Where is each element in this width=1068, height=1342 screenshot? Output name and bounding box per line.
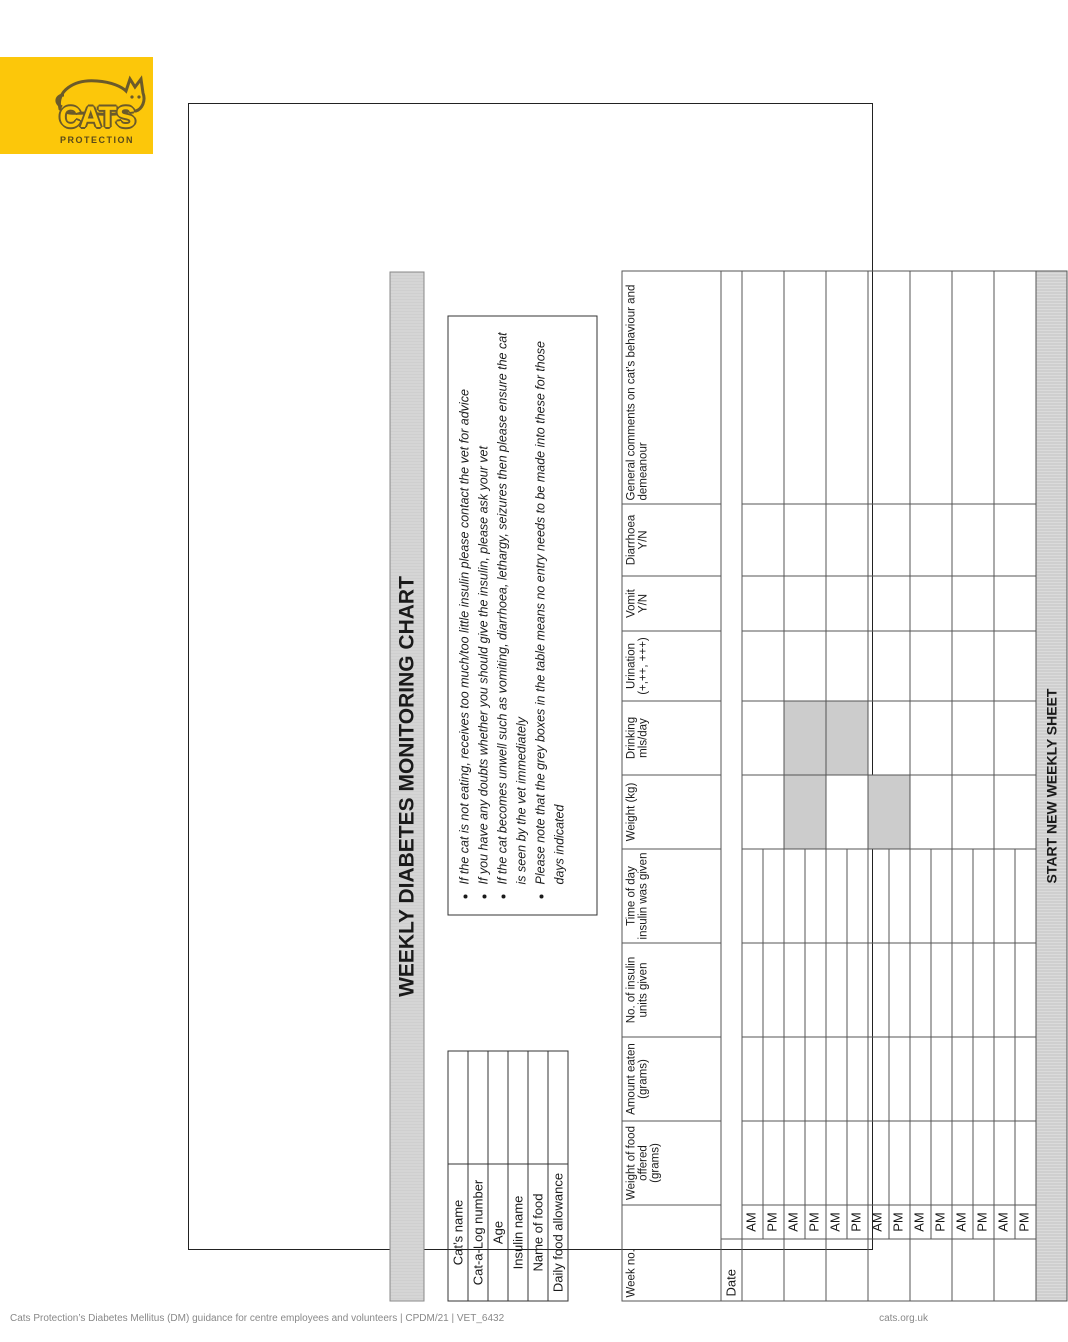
info-row: [548, 1051, 568, 1301]
header-vomit: Vomit Y/N: [622, 576, 721, 631]
entry-cell[interactable]: [973, 943, 994, 1037]
entry-cell[interactable]: [931, 1037, 952, 1121]
entry-cell[interactable]: [742, 701, 784, 775]
header-diarrhoea: Diarrhoea Y/N: [622, 504, 721, 576]
entry-cell[interactable]: [952, 576, 994, 631]
table-row: [910, 271, 931, 1301]
entry-cell[interactable]: [763, 943, 784, 1037]
entry-cell[interactable]: [910, 631, 952, 701]
entry-cell[interactable]: [910, 849, 931, 943]
header-amount-eaten: Amount eaten (grams): [622, 1037, 721, 1121]
entry-cell[interactable]: [910, 1037, 931, 1121]
entry-cell[interactable]: [910, 775, 952, 849]
info-value-field[interactable]: [508, 1051, 528, 1164]
note-item: • If the cat is not eating, receives too much/too little insulin please contact the vet for advice: [456, 325, 475, 885]
entry-cell[interactable]: [952, 1121, 973, 1205]
entry-cell[interactable]: [805, 849, 826, 943]
footer-document-reference: Cats Protection’s Diabetes Mellitus (DM) guidance for centre employees and volunteers | CPDM/21 | VET_6432: [10, 1313, 505, 1324]
entry-cell[interactable]: [868, 631, 910, 701]
pm-label: PM: [805, 1205, 826, 1239]
entry-cell[interactable]: [868, 849, 889, 943]
pm-label: PM: [847, 1205, 868, 1239]
entry-cell[interactable]: [868, 1037, 889, 1121]
info-row: [468, 1051, 488, 1301]
entry-cell[interactable]: [784, 1037, 805, 1121]
entry-cell[interactable]: [742, 1121, 763, 1205]
info-row: [448, 1051, 468, 1301]
pm-label: PM: [931, 1205, 952, 1239]
chart-title: WEEKLY DIABETES MONITORING CHART: [390, 272, 425, 1302]
info-value-field[interactable]: [488, 1051, 508, 1164]
entry-cell[interactable]: [763, 1121, 784, 1205]
info-value-field[interactable]: [548, 1051, 568, 1164]
date-row-spacer: [721, 271, 742, 1239]
entry-cell[interactable]: [826, 504, 868, 576]
entry-cell[interactable]: [868, 943, 889, 1037]
entry-cell[interactable]: [910, 504, 952, 576]
entry-cell[interactable]: [910, 271, 952, 504]
entry-cell[interactable]: [868, 1121, 889, 1205]
entry-cell[interactable]: [868, 271, 910, 504]
entry-cell[interactable]: [994, 271, 1036, 504]
header-row: [622, 271, 721, 1301]
entry-cell[interactable]: [952, 631, 994, 701]
date-cell[interactable]: [784, 1239, 826, 1301]
entry-cell[interactable]: [742, 504, 784, 576]
note-item: • If you have any doubts whether you should give the insulin, please ask your vet: [475, 325, 494, 885]
am-label: AM: [826, 1205, 847, 1239]
entry-cell[interactable]: [826, 1121, 847, 1205]
header-week-no: Week no.: [622, 1205, 721, 1301]
date-cell[interactable]: [910, 1239, 952, 1301]
table-row: [952, 271, 973, 1301]
entry-cell[interactable]: [973, 1037, 994, 1121]
entry-cell[interactable]: [805, 943, 826, 1037]
entry-cell[interactable]: [742, 271, 784, 504]
start-new-weekly-sheet: START NEW WEEKLY SHEET: [1036, 271, 1067, 1301]
date-row: [721, 271, 742, 1301]
entry-cell[interactable]: [952, 504, 994, 576]
date-cell[interactable]: [826, 1239, 868, 1301]
info-row: [528, 1051, 548, 1301]
info-row: [508, 1051, 528, 1301]
entry-cell[interactable]: [847, 943, 868, 1037]
info-label: Name of food: [528, 1164, 548, 1301]
entry-cell[interactable]: [742, 775, 784, 849]
entry-cell[interactable]: [826, 775, 868, 849]
grey-cell: [784, 775, 826, 849]
entry-cell[interactable]: [994, 631, 1036, 701]
start-new-row: [1036, 271, 1067, 1301]
entry-cell[interactable]: [994, 849, 1015, 943]
entry-cell[interactable]: [910, 1121, 931, 1205]
entry-cell[interactable]: [1015, 943, 1036, 1037]
entry-cell[interactable]: [805, 1037, 826, 1121]
date-label: Date: [721, 1239, 742, 1301]
table-row: [826, 271, 847, 1301]
header-weight: Weight (kg): [622, 775, 721, 849]
entry-cell[interactable]: [994, 943, 1015, 1037]
entry-cell[interactable]: [952, 849, 973, 943]
chart-frame: [188, 103, 1060, 1298]
entry-cell[interactable]: [763, 1037, 784, 1121]
entry-cell[interactable]: [805, 1121, 826, 1205]
logo-subtitle: PROTECTION: [59, 135, 134, 145]
entry-cell[interactable]: [826, 1037, 847, 1121]
entry-cell[interactable]: [931, 1121, 952, 1205]
entry-cell[interactable]: [847, 849, 868, 943]
guidance-notes: [448, 316, 598, 916]
entry-cell[interactable]: [763, 849, 784, 943]
entry-cell[interactable]: [784, 943, 805, 1037]
entry-cell[interactable]: [952, 775, 994, 849]
entry-cell[interactable]: [784, 1121, 805, 1205]
entry-cell[interactable]: [784, 576, 826, 631]
entry-cell[interactable]: [847, 1037, 868, 1121]
entry-cell[interactable]: [826, 271, 868, 504]
pm-label: PM: [763, 1205, 784, 1239]
info-label: Cat-a-Log number: [468, 1164, 488, 1301]
entry-cell[interactable]: [889, 1121, 910, 1205]
entry-cell[interactable]: [889, 1037, 910, 1121]
header-weight-food-offered: Weight of food offered (grams): [622, 1121, 721, 1205]
entry-cell[interactable]: [1015, 849, 1036, 943]
entry-cell[interactable]: [868, 701, 910, 775]
entry-cell[interactable]: [847, 1121, 868, 1205]
info-label: Insulin name: [508, 1164, 528, 1301]
am-label: AM: [952, 1205, 973, 1239]
entry-cell[interactable]: [868, 576, 910, 631]
footer-website-link[interactable]: cats.org.uk: [879, 1313, 928, 1324]
table-row: [742, 271, 763, 1301]
entry-cell[interactable]: [994, 504, 1036, 576]
info-value-field[interactable]: [528, 1051, 548, 1164]
am-label: AM: [994, 1205, 1015, 1239]
entry-cell[interactable]: [889, 943, 910, 1037]
entry-cell[interactable]: [994, 576, 1036, 631]
info-row: [488, 1051, 508, 1301]
header-insulin-units: No. of insulin units given: [622, 943, 721, 1037]
date-cell[interactable]: [742, 1239, 784, 1301]
entry-cell[interactable]: [784, 631, 826, 701]
entry-cell[interactable]: [931, 943, 952, 1037]
entry-cell[interactable]: [973, 1121, 994, 1205]
cats-protection-logo: [0, 57, 153, 154]
date-cell[interactable]: [952, 1239, 994, 1301]
note-item: • Please note that the grey boxes in the table means no entry needs to be made into these for those days indicated: [532, 325, 570, 885]
info-label: Daily food allowance: [548, 1164, 568, 1301]
entry-cell[interactable]: [826, 576, 868, 631]
monitoring-table: [622, 271, 1068, 1302]
entry-cell[interactable]: [826, 943, 847, 1037]
entry-cell[interactable]: [826, 849, 847, 943]
entry-cell[interactable]: [931, 849, 952, 943]
grey-cell: [826, 701, 868, 775]
entry-cell[interactable]: [952, 271, 994, 504]
date-cell[interactable]: [868, 1239, 910, 1301]
entry-cell[interactable]: [742, 576, 784, 631]
entry-cell[interactable]: [994, 1121, 1015, 1205]
entry-cell[interactable]: [1015, 1037, 1036, 1121]
entry-cell[interactable]: [742, 849, 763, 943]
am-label: AM: [910, 1205, 931, 1239]
entry-cell[interactable]: [910, 576, 952, 631]
am-label: AM: [742, 1205, 763, 1239]
header-drinking: Drinking mls/day: [622, 701, 721, 775]
entry-cell[interactable]: [952, 943, 973, 1037]
entry-cell[interactable]: [952, 1037, 973, 1121]
logo-wordmark: CATS: [59, 101, 135, 134]
note-item: • If the cat becomes unwell such as vomiting, diarrhoea, lethargy, seizures then please ensure the cat is seen by the vet immediately: [494, 325, 532, 885]
am-label: AM: [784, 1205, 805, 1239]
table-row: [994, 271, 1015, 1301]
monitoring-sheet: [372, 232, 1060, 1322]
header-time-of-day: Time of day insulin was given: [622, 849, 721, 943]
entry-cell[interactable]: [910, 701, 952, 775]
entry-cell[interactable]: [868, 504, 910, 576]
entry-cell[interactable]: [826, 631, 868, 701]
entry-cell[interactable]: [784, 271, 826, 504]
info-label: Age: [488, 1164, 508, 1301]
entry-cell[interactable]: [742, 1037, 763, 1121]
info-value-field[interactable]: [468, 1051, 488, 1164]
grey-cell: [784, 701, 826, 775]
info-value-field[interactable]: [448, 1051, 468, 1164]
entry-cell[interactable]: [784, 849, 805, 943]
entry-cell[interactable]: [1015, 1121, 1036, 1205]
table-row: [784, 271, 805, 1301]
cat-info-table: [448, 1051, 569, 1302]
grey-cell: [868, 775, 910, 849]
am-label: AM: [868, 1205, 889, 1239]
entry-cell[interactable]: [952, 701, 994, 775]
date-cell[interactable]: [994, 1239, 1036, 1301]
entry-cell[interactable]: [910, 943, 931, 1037]
pm-label: PM: [889, 1205, 910, 1239]
pm-label: PM: [973, 1205, 994, 1239]
entry-cell[interactable]: [742, 943, 763, 1037]
pm-label: PM: [1015, 1205, 1036, 1239]
header-comments: General comments on cat’s behaviour and demeanour: [622, 271, 721, 504]
entry-cell[interactable]: [994, 775, 1036, 849]
entry-cell[interactable]: [994, 701, 1036, 775]
entry-cell[interactable]: [994, 1037, 1015, 1121]
table-row: [868, 271, 889, 1301]
entry-cell[interactable]: [742, 631, 784, 701]
info-label: Cat’s name: [448, 1164, 468, 1301]
header-urination: Urination (+,++, +++): [622, 631, 721, 701]
entry-cell[interactable]: [784, 504, 826, 576]
entry-cell[interactable]: [889, 849, 910, 943]
entry-cell[interactable]: [973, 849, 994, 943]
